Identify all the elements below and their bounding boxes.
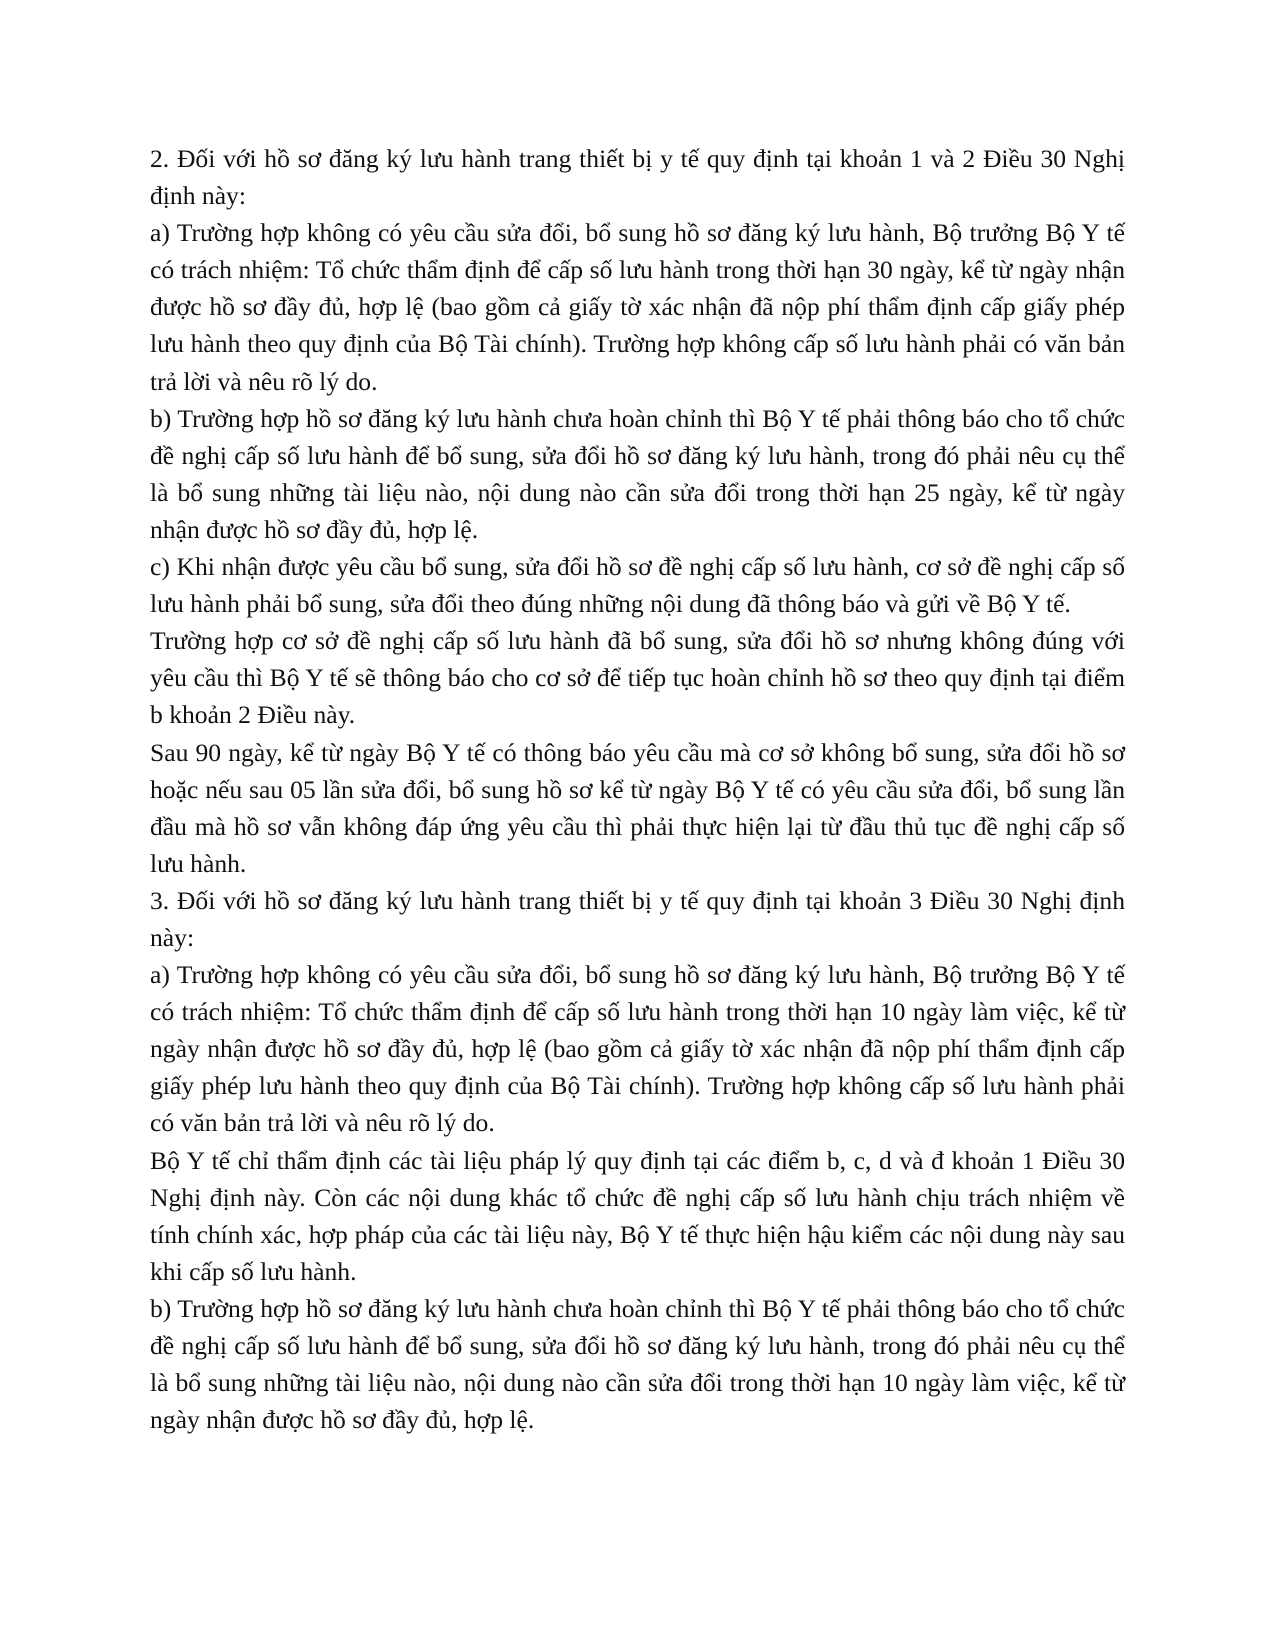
paragraph-section-3-a: a) Trường hợp không có yêu cầu sửa đổi, bổ sung hồ sơ đăng ký lưu hành, Bộ trưởng Bộ Y tế có trách nhiệm: Tổ chức thẩm định để cấp số lưu hành trong thời hạn 10 ngày làm việc, kể từ ngày nhận được hồ sơ đầy đủ, hợp lệ (bao gồm cả giấy tờ xác nhận đã nộp phí thẩm định cấp giấy phép lưu hành theo quy định của Bộ Tài chính). Trường hợp không cấp số lưu hành phải có văn bản trả lời và nêu rõ lý do. bbox=[150, 960, 1125, 1138]
paragraph-section-2-b: b) Trường hợp hồ sơ đăng ký lưu hành chưa hoàn chỉnh thì Bộ Y tế phải thông báo cho tổ chức đề nghị cấp số lưu hành để bổ sung, sửa đổi hồ sơ đăng ký lưu hành, trong đó phải nêu cụ thể là bổ sung những tài liệu nào, nội dung nào cần sửa đổi trong thời hạn 25 ngày, kể từ ngày nhận được hồ sơ đầy đủ, hợp lệ. bbox=[150, 403, 1125, 544]
paragraph-section-2-deadline: Sau 90 ngày, kể từ ngày Bộ Y tế có thông báo yêu cầu mà cơ sở không bổ sung, sửa đổi hồ sơ hoặc nếu sau 05 lần sửa đổi, bổ sung hồ sơ kể từ ngày Bộ Y tế có yêu cầu sửa đổi, bổ sung lần đầu mà hồ sơ vẫn không đáp ứng yêu cầu thì phải thực hiện lại từ đầu thủ tục đề nghị cấp số lưu hành. bbox=[150, 737, 1125, 878]
paragraph-section-2-c: c) Khi nhận được yêu cầu bổ sung, sửa đổi hồ sơ đề nghị cấp số lưu hành, cơ sở đề nghị cấp số lưu hành phải bổ sung, sửa đổi theo đúng những nội dung đã thông báo và gửi về Bộ Y tế. bbox=[150, 552, 1125, 619]
paragraph-section-2-c-followup: Trường hợp cơ sở đề nghị cấp số lưu hành đã bổ sung, sửa đổi hồ sơ nhưng không đúng với yêu cầu thì Bộ Y tế sẽ thông báo cho cơ sở để tiếp tục hoàn chỉnh hồ sơ theo quy định tại điểm b khoản 2 Điều này. bbox=[150, 626, 1125, 730]
paragraph-section-2-a: a) Trường hợp không có yêu cầu sửa đổi, bổ sung hồ sơ đăng ký lưu hành, Bộ trưởng Bộ Y tế có trách nhiệm: Tổ chức thẩm định để cấp số lưu hành trong thời hạn 30 ngày, kể từ ngày nhận được hồ sơ đầy đủ, hợp lệ (bao gồm cả giấy tờ xác nhận đã nộp phí thẩm định cấp giấy phép lưu hành theo quy định của Bộ Tài chính). Trường hợp không cấp số lưu hành phải có văn bản trả lời và nêu rõ lý do. bbox=[150, 218, 1125, 396]
paragraph-section-3-intro: 3. Đối với hồ sơ đăng ký lưu hành trang thiết bị y tế quy định tại khoản 3 Điều 30 Nghị định này: bbox=[150, 885, 1125, 952]
paragraph-section-3-a-scope: Bộ Y tế chỉ thẩm định các tài liệu pháp lý quy định tại các điểm b, c, d và đ khoản 1 Điều 30 Nghị định này. Còn các nội dung khác tổ chức đề nghị cấp số lưu hành chịu trách nhiệm về tính chính xác, hợp pháp của các tài liệu này, Bộ Y tế thực hiện hậu kiểm các nội dung này sau khi cấp số lưu hành. bbox=[150, 1145, 1125, 1286]
paragraph-section-2-intro: 2. Đối với hồ sơ đăng ký lưu hành trang thiết bị y tế quy định tại khoản 1 và 2 Điều 30 Nghị định này: bbox=[150, 144, 1125, 211]
paragraph-section-3-b: b) Trường hợp hồ sơ đăng ký lưu hành chưa hoàn chỉnh thì Bộ Y tế phải thông báo cho tổ chức đề nghị cấp số lưu hành để bổ sung, sửa đổi hồ sơ đăng ký lưu hành, trong đó phải nêu cụ thể là bổ sung những tài liệu nào, nội dung nào cần sửa đổi trong thời hạn 10 ngày làm việc, kể từ ngày nhận được hồ sơ đầy đủ, hợp lệ. bbox=[150, 1293, 1125, 1435]
document-page bbox=[150, 140, 1125, 1438]
